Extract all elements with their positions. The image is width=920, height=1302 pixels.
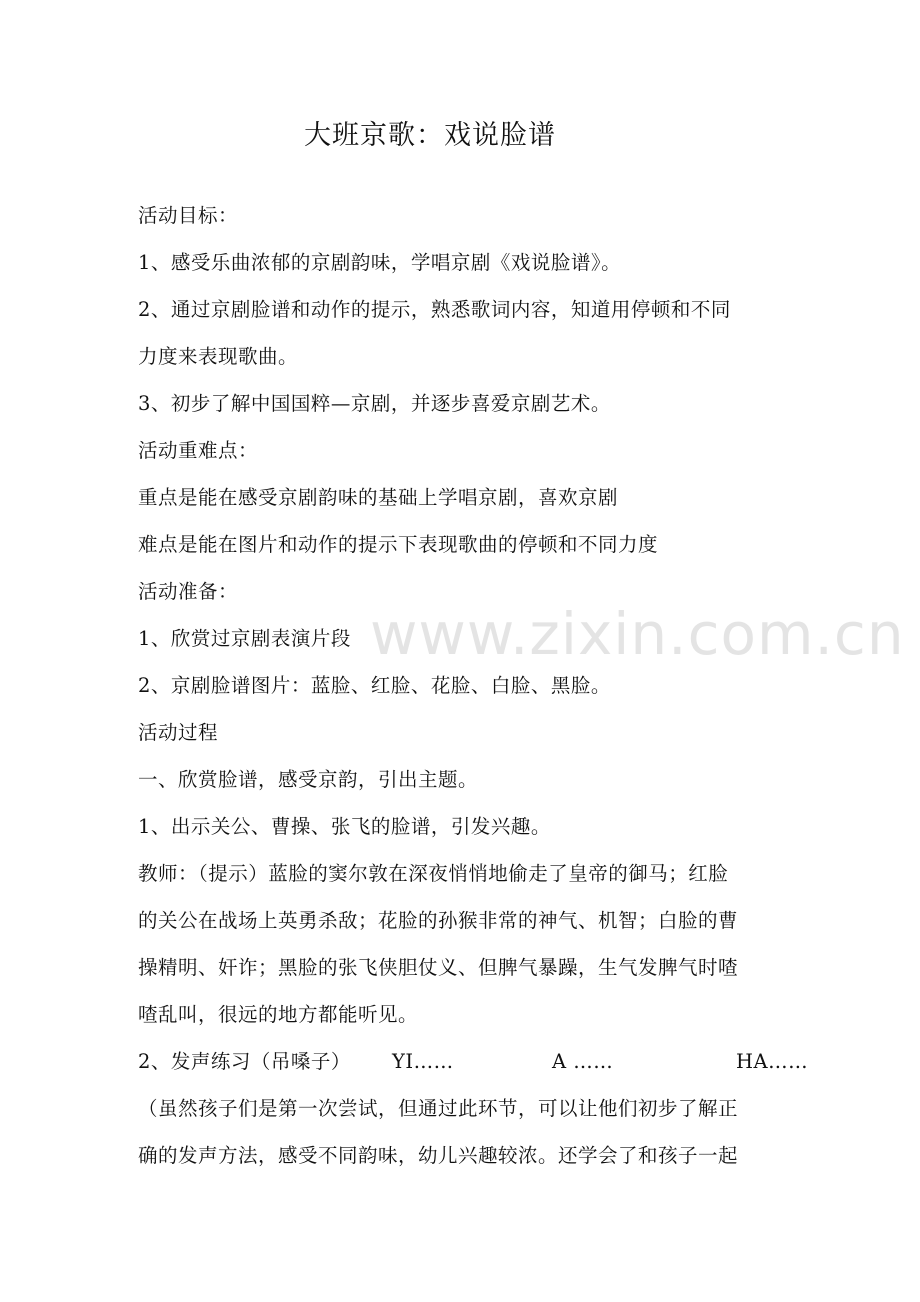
section-heading-key-points: 活动重难点： — [138, 439, 259, 462]
document-body — [138, 192, 809, 1179]
vocal-sound-ha: HA…… — [736, 1050, 809, 1073]
paragraph-line: 1、感受乐曲浓郁的京剧韵味，学唱京剧《戏说脸谱》。 — [138, 251, 622, 274]
paragraph-line: 教师：（提示）蓝脸的窦尔敦在深夜悄悄地偷走了皇帝的御马；红脸 — [138, 862, 729, 885]
paragraph-line: 操精明、奸诈；黑脸的张飞侠胆仗义、但脾气暴躁，生气发脾气时喳 — [138, 956, 739, 979]
paragraph-line: 2、通过京剧脸谱和动作的提示，熟悉歌词内容，知道用停顿和不同 — [138, 298, 731, 321]
vocal-sound-yi: YI…… — [392, 1050, 454, 1073]
paragraph-line: 的关公在战场上英勇杀敌；花脸的孙猴非常的神气、机智；白脸的曹 — [138, 909, 739, 932]
section-heading-process: 活动过程 — [138, 721, 219, 744]
section-heading-preparation: 活动准备： — [138, 580, 239, 603]
paragraph-line: 确的发声方法，感受不同韵味，幼儿兴趣较浓。还学会了和孩子一起 — [138, 1144, 739, 1167]
paragraph-line: 1、欣赏过京剧表演片段 — [138, 627, 351, 650]
document-title: 大班京歌：戏说脸谱 — [304, 120, 556, 151]
paragraph-line: 3、初步了解中国国粹—京剧，并逐步喜爱京剧艺术。 — [138, 392, 611, 415]
paragraph-line: 喳乱叫，很远的地方都能听见。 — [138, 1003, 419, 1026]
paragraph-line: 一、欣赏脸谱，感受京韵，引出主题。 — [138, 768, 479, 791]
paragraph-line: （虽然孩子们是第一次尝试，但通过此环节，可以让他们初步了解正 — [138, 1097, 739, 1120]
paragraph-line: 1、出示关公、曹操、张飞的脸谱，引发兴趣。 — [138, 815, 551, 838]
vocal-practice-label: 2、发声练习（吊嗓子） — [138, 1050, 351, 1073]
paragraph-line: 力度来表现歌曲。 — [138, 345, 299, 368]
vocal-sound-a: A …… — [552, 1050, 614, 1073]
paragraph-line: 重点是能在感受京剧韵味的基础上学唱京剧，喜欢京剧 — [138, 486, 619, 509]
paragraph-line: 难点是能在图片和动作的提示下表现歌曲的停顿和不同力度 — [138, 533, 659, 556]
paragraph-line: 2、京剧脸谱图片：蓝脸、红脸、花脸、白脸、黑脸。 — [138, 674, 611, 697]
watermark: www.zixin.com.cn — [370, 600, 905, 668]
vocal-practice-row — [138, 1038, 809, 1085]
section-heading-goals: 活动目标： — [138, 204, 239, 227]
